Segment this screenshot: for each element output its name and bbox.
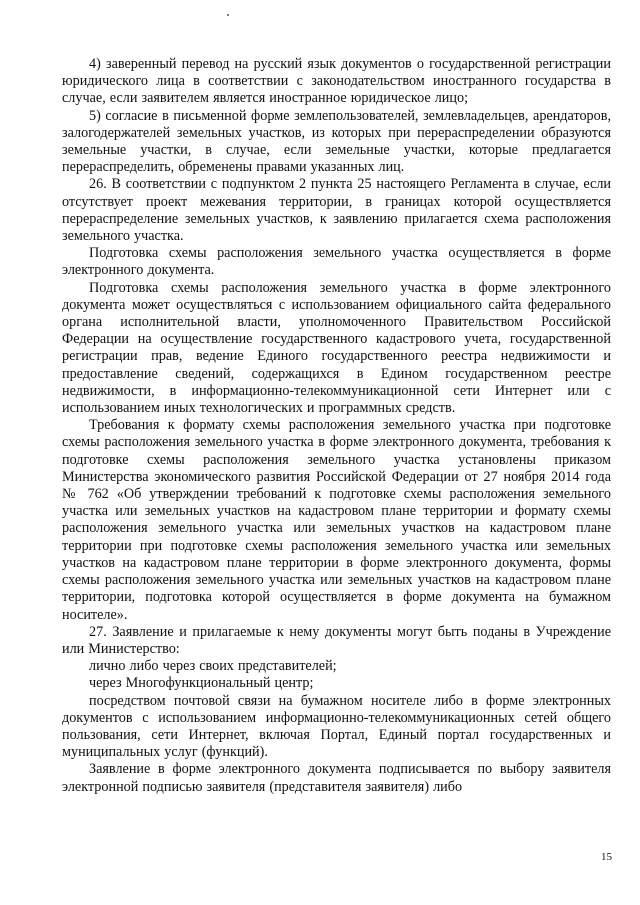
page-number: 15 bbox=[601, 851, 612, 863]
scan-speck bbox=[227, 14, 229, 16]
paragraph-electronic-signature: Заявление в форме электронного документа подписывается по выбору заявителя электронной подписью заявителя (представителя заявителя) либо bbox=[62, 761, 611, 795]
paragraph-item-4: 4) заверенный перевод на русский язык документов о государственной регистрации юридического лица в соответствии с законодательством иностранного государства в случае, если заявителем является иностранное юридическое лицо; bbox=[62, 56, 611, 107]
paragraph-in-person: лично либо через своих представителей; bbox=[89, 658, 337, 675]
paragraph-scheme-official-site: Подготовка схемы расположения земельного участка в форме электронного документа может осуществляться с использованием официального сайта федерального органа исполнительной власти, уполномоченного Правительством Российской Федерации на осуществление государственного кадастрового учета, государственной регистрации прав, ведение Единого государственного реестра недвижимости и предоставление сведений, содержащихся в Едином государственном реестре недвижимости, в информационно-телекоммуникационной сети Интернет или с использованием иных технологических и программных средств. bbox=[62, 279, 611, 417]
document-page bbox=[62, 56, 611, 796]
paragraph-mfc: через Многофункциональный центр; bbox=[89, 675, 314, 692]
paragraph-scheme-electronic: Подготовка схемы расположения земельного участка осуществляется в форме электронного документа. bbox=[62, 245, 611, 279]
paragraph-postal: посредством почтовой связи на бумажном носителе либо в форме электронных документов с использованием информационно-телекоммуникационных сетей общего пользования, сети Интернет, включая Портал, Единый портал государственных и муниципальных услуг (функций). bbox=[62, 692, 611, 761]
paragraph-clause-26: 26. В соответствии с подпунктом 2 пункта 25 настоящего Регламента в случае, если отсутствует проект межевания территории, в границах которой осуществляется перераспределение земельных участков, к заявлению прилагается схема расположения земельного участка. bbox=[62, 176, 611, 245]
paragraph-format-requirements: Требования к формату схемы расположения земельного участка при подготовке схемы расположения земельного участка в форме электронного документа, требования к подготовке схемы расположения земельного участка установлены приказом Министерства экономического развития Российской Федерации от 27 ноября 2014 года № 762 «Об утверждении требований к подготовке схемы расположения земельного участка или земельных участков на кадастровом плане территории и формату схемы расположения земельного участка или земельных участков на кадастровом плане территории при подготовке схемы расположения земельного участка или земельных участков на кадастровом плане территории в форме электронного документа, формы схемы расположения земельного участка или земельных участков на кадастровом плане территории, подготовка которой осуществляется в форме документа на бумажном носителе». bbox=[62, 417, 611, 623]
paragraph-item-5: 5) согласие в письменной форме землепользователей, землевладельцев, арендаторов, залогодержателей земельных участков, из которых при перераспределении образуются земельные участки, в случае, если земельные участки, которые предлагается перераспределить, обременены правами указанных лиц. bbox=[62, 107, 611, 176]
paragraph-clause-27: 27. Заявление и прилагаемые к нему документы могут быть поданы в Учреждение или Министерство: bbox=[62, 623, 611, 657]
